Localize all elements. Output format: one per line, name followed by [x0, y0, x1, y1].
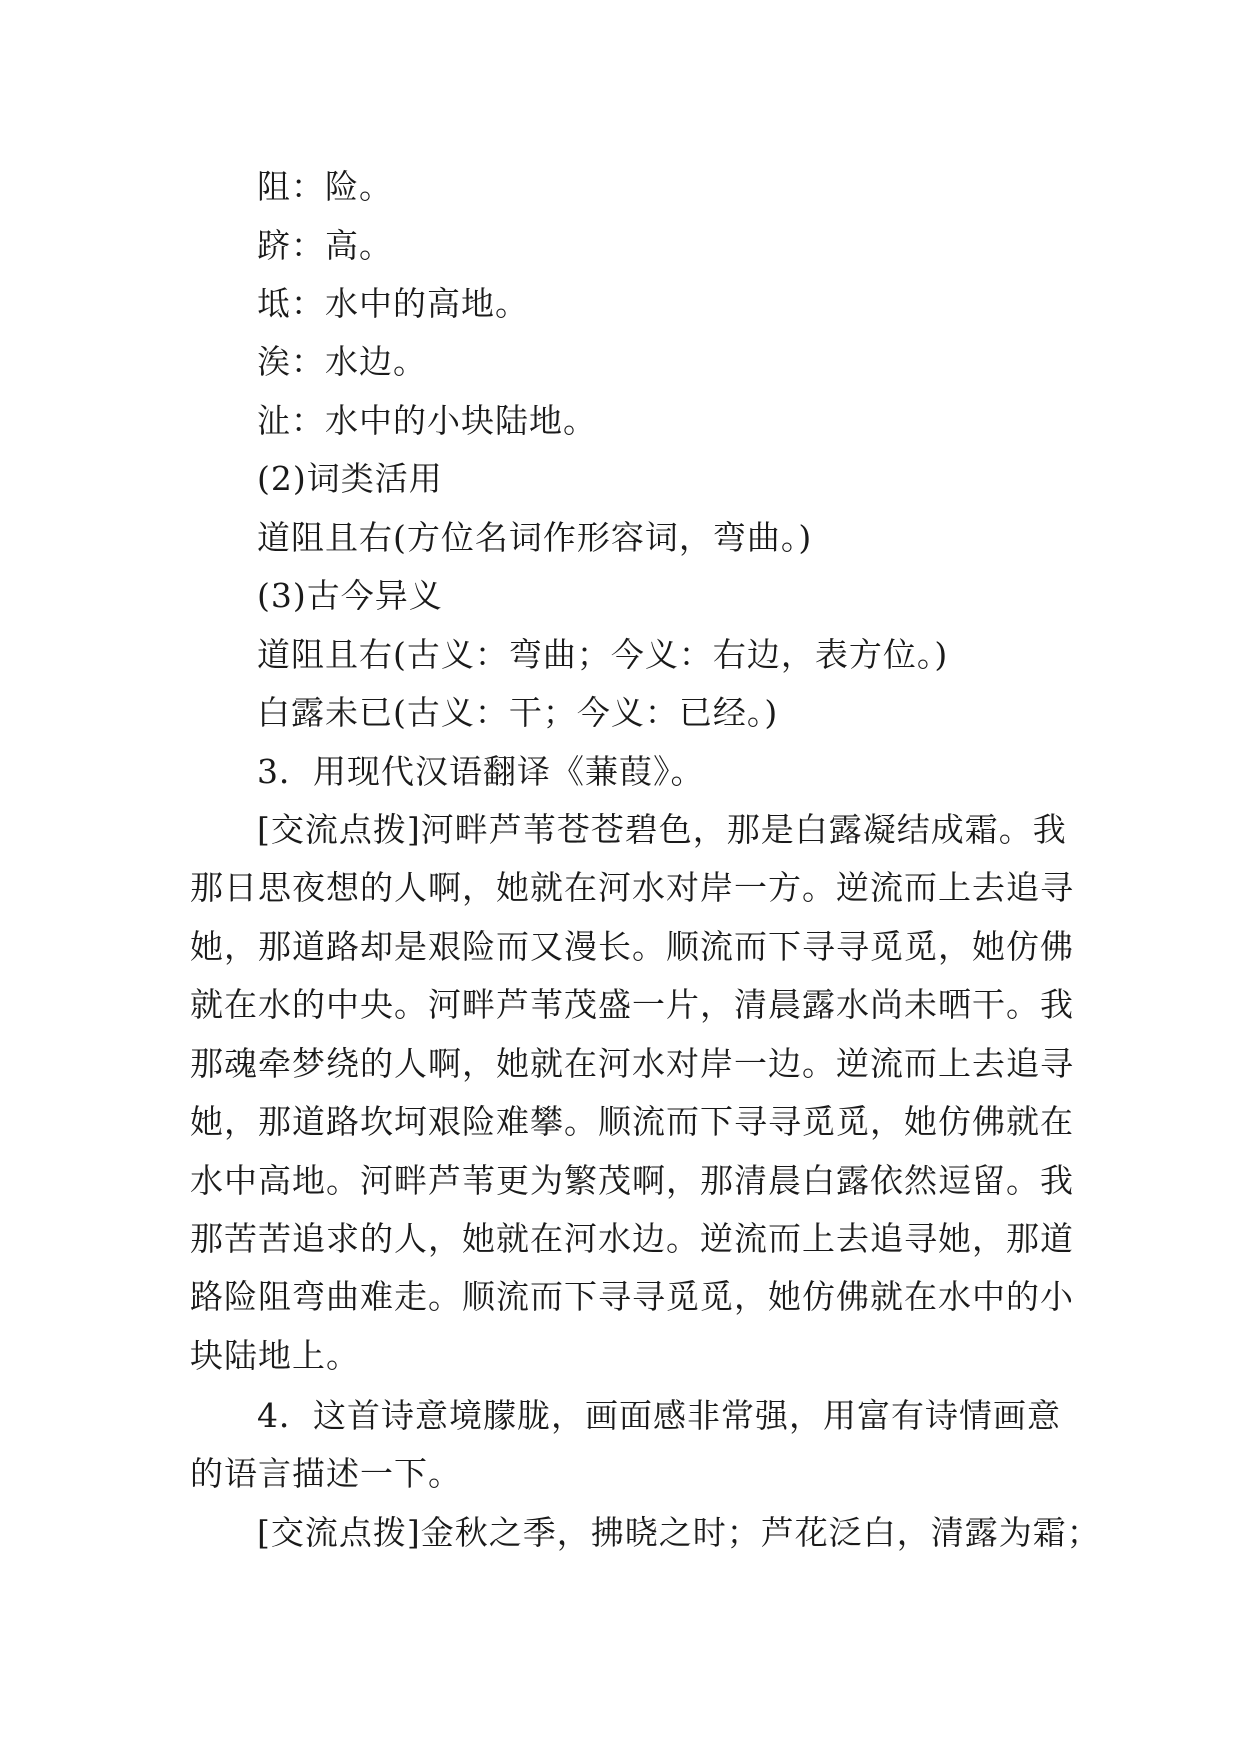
ancient-meaning-example-1: 道阻且右(古义：弯曲；今义：右边，表方位。) [257, 635, 949, 674]
section-heading-word-class: (2)词类活用 [257, 459, 443, 498]
gloss-zhi: 沚：水中的小块陆地。 [257, 401, 597, 440]
gloss-si: 涘：水边。 [257, 342, 427, 381]
answer-3-line-6: 她，那道路坎坷艰险难攀。顺流而下寻寻觅觅，她仿佛就在 [190, 1102, 1074, 1141]
answer-3-line-7: 水中高地。河畔芦苇更为繁茂啊，那清晨白露依然逗留。我 [190, 1161, 1074, 1200]
gloss-chi: 坻：水中的高地。 [257, 284, 529, 323]
gloss-ji: 跻：高。 [257, 226, 393, 265]
answer-3-line-4: 就在水的中央。河畔芦苇茂盛一片，清晨露水尚未晒干。我 [190, 985, 1074, 1024]
answer-4-line-1: [交流点拨]金秋之季，拂晓之时；芦花泛白，清露为霜； [257, 1513, 1101, 1552]
answer-3-line-8: 那苦苦追求的人，她就在河水边。逆流而上去追寻她，那道 [190, 1219, 1074, 1258]
answer-3-line-9: 路险阻弯曲难走。顺流而下寻寻觅觅，她仿佛就在水中的小 [190, 1277, 1074, 1316]
word-class-example: 道阻且右(方位名词作形容词，弯曲。) [257, 518, 813, 557]
ancient-meaning-example-2: 白露未已(古义：干；今义：已经。) [257, 693, 779, 732]
answer-3-line-2: 那日思夜想的人啊，她就在河水对岸一方。逆流而上去追寻 [190, 868, 1074, 907]
gloss-zu: 阻：险。 [257, 167, 393, 206]
answer-3-line-10: 块陆地上。 [190, 1336, 360, 1375]
question-4-line-1: 4．这首诗意境朦胧，画面感非常强，用富有诗情画意 [257, 1396, 1061, 1435]
answer-3-line-3: 她，那道路却是艰险而又漫长。顺流而下寻寻觅觅，她仿佛 [190, 927, 1074, 966]
question-3: 3．用现代汉语翻译《蒹葭》。 [257, 752, 705, 791]
section-heading-ancient-meaning: (3)古今异义 [257, 576, 443, 615]
answer-3-line-1: [交流点拨]河畔芦苇苍苍碧色，那是白露凝结成霜。我 [257, 810, 1067, 849]
answer-3-line-5: 那魂牵梦绕的人啊，她就在河水对岸一边。逆流而上去追寻 [190, 1044, 1074, 1083]
question-4-line-2: 的语言描述一下。 [190, 1454, 462, 1493]
